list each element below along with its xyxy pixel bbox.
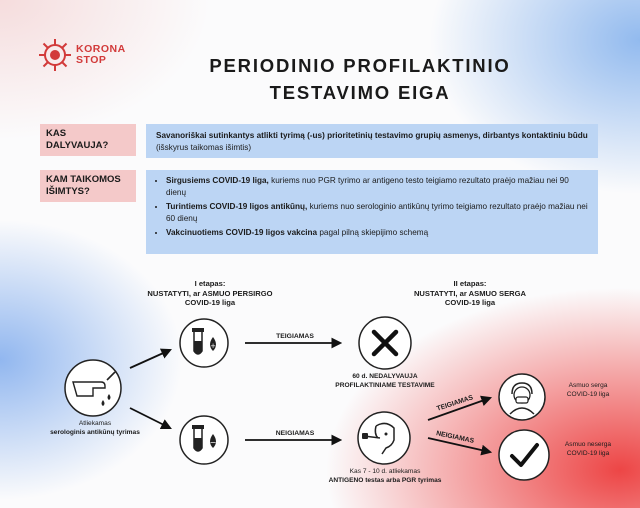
stage1-line1: I etapas: <box>194 279 226 288</box>
exclude-caption <box>315 373 455 390</box>
who-text-bold: Savanoriškai sutinkantys atlikti tyrimą (-us) prioritetinių testavimo grupių asmenys, dirbantys kontaktiniu būdu <box>156 131 588 140</box>
exception-item-text: kuriems nuo PGR tyrimo ar antigeno testo teigiamo rezultato praėjo mažiau nei 90 dienų <box>166 176 569 197</box>
svg-text:+: + <box>210 342 216 350</box>
exception-item-bold: Turintiems COVID-19 ligos antikūnų, <box>166 202 308 211</box>
positive-label-2: TEIGIAMAS <box>435 394 475 413</box>
svg-text:−: − <box>209 438 217 447</box>
sick-line2: COVID-19 liga <box>566 390 610 398</box>
checkmark-icon <box>497 428 551 482</box>
exception-item-bold: Sirgusiems COVID-19 liga, <box>166 176 269 185</box>
test-tube-negative-icon <box>178 414 230 466</box>
arrow-start-to-negative <box>130 408 170 428</box>
cross-icon <box>357 315 413 371</box>
test-tube-positive-icon <box>178 317 230 369</box>
exception-item-bold: Vakcinuotiems COVID-19 ligos vakcina <box>166 228 318 237</box>
arrow-start-to-positive <box>130 350 170 368</box>
negative-label-2: NEIGIAMAS <box>435 430 475 445</box>
negative-label: NEIGIAMAS <box>275 430 315 437</box>
title-line2: TESTAVIMO EIGA <box>269 82 451 103</box>
exception-item-text: kuriems nuo serologinio antikūnų tyrimo teigiamo rezultato praėjo mažiau nei 60 dienų <box>166 202 588 223</box>
stage1-line2: NUSTATYTI, ar ASMUO PERSIRGO <box>147 288 273 298</box>
stage1-line3: COVID-19 liga <box>184 298 236 307</box>
start-line1: Atliekamas <box>78 420 112 427</box>
stage2-line3: COVID-19 liga <box>444 298 496 307</box>
title-line1: PERIODINIO PROFILAKTINIO <box>209 55 511 76</box>
who-text-normal: (išskyrus taikomas išimtis) <box>156 143 252 152</box>
healthy-line2: COVID-19 liga <box>566 449 610 457</box>
antigen-line1: Kas 7 - 10 d. atliekamas <box>349 468 421 475</box>
sick-caption <box>548 382 628 399</box>
exclude-line2: PROFILAKTINIAME TESTAVIME <box>335 381 435 389</box>
start-line2: serologinis antikūnų tyrimas <box>50 428 140 436</box>
exceptions-label-text: KAM TAIKOMOS IŠIMTYS? <box>46 174 121 197</box>
positive-label: TEIGIAMAS <box>276 333 314 340</box>
healthy-caption <box>548 441 628 458</box>
nasal-swab-icon <box>356 410 412 466</box>
antigen-line2: ANTIGENO testas arba PGR tyrimas <box>328 476 442 484</box>
healthy-line1: Asmuo neserga <box>564 441 612 448</box>
stage2-line2: NUSTATYTI, ar ASMUO SERGA <box>413 288 527 298</box>
exclude-line1: 60 d. NEDALYVAUJA <box>352 373 418 380</box>
exception-item-text: pagal pilną skiepijimo schemą <box>317 228 429 237</box>
logo-line2: STOP <box>76 54 107 66</box>
sick-person-icon <box>497 372 547 422</box>
logo-line1: KORONA <box>76 43 126 55</box>
stage2-line1: II etapas: <box>453 279 487 288</box>
antigen-caption <box>315 468 455 485</box>
sick-line1: Asmuo serga <box>568 382 608 389</box>
who-label-text: KAS DALYVAUJA? <box>46 128 109 151</box>
